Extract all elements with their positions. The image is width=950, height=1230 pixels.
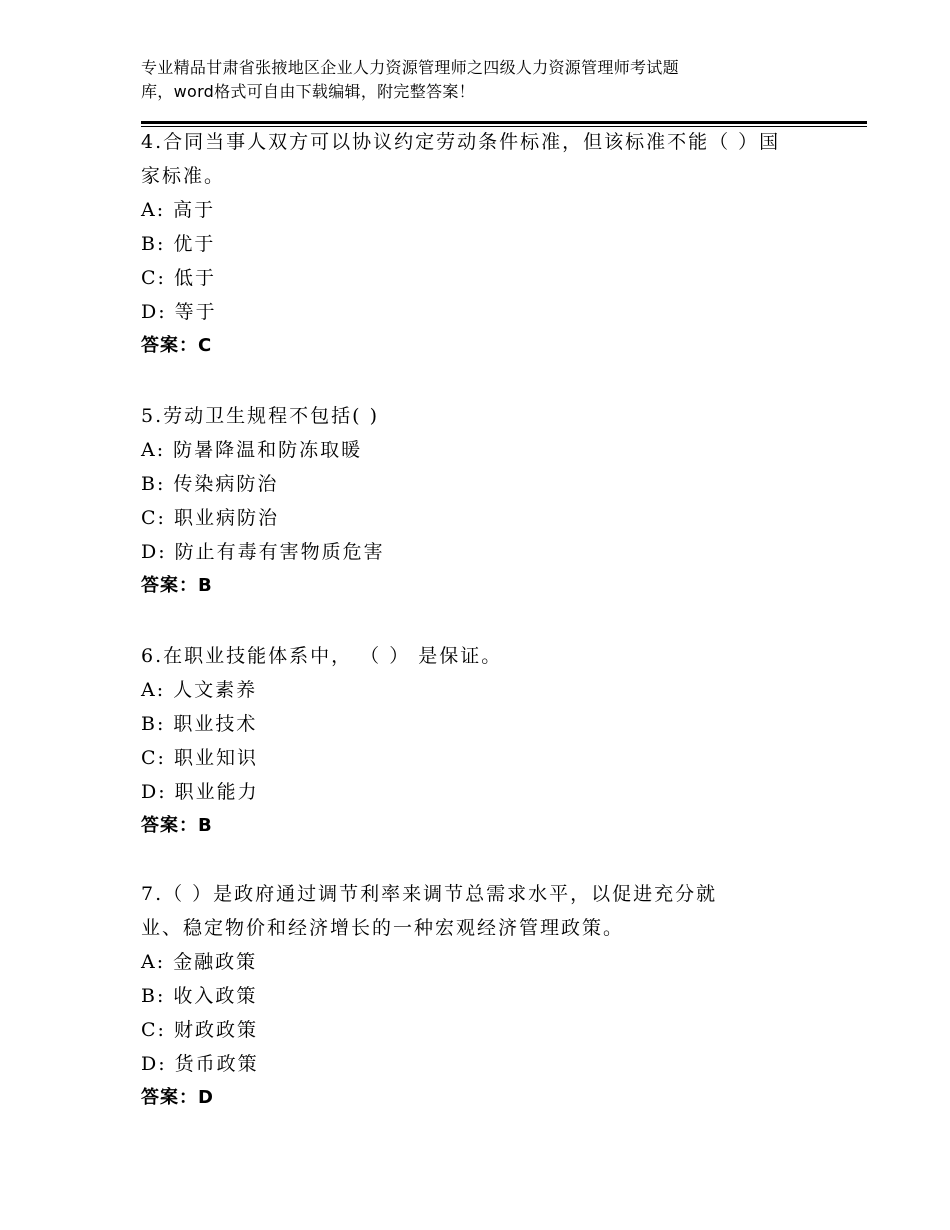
option-b: B: 传染病防治 xyxy=(141,473,279,495)
question-stem-line: 家标准。 xyxy=(141,165,226,187)
question-stem-line: 5.劳动卫生规程不包括( ) xyxy=(141,405,379,427)
option-b: B: 收入政策 xyxy=(141,985,258,1007)
question-stem-line: 4.合同当事人双方可以协议约定劳动条件标准，但该标准不能（ ）国 xyxy=(141,131,781,153)
answer-label: 答案：B xyxy=(141,575,213,596)
option-c: C: 低于 xyxy=(141,267,216,289)
option-c: C: 财政政策 xyxy=(141,1019,258,1041)
answer-label: 答案：B xyxy=(141,815,213,836)
header-divider-thick xyxy=(141,121,867,124)
answer-label: 答案：D xyxy=(141,1087,214,1108)
question-stem-line: 6.在职业技能体系中， （ ） 是保证。 xyxy=(141,645,503,667)
option-d: D: 货币政策 xyxy=(141,1053,259,1075)
question-4 xyxy=(141,125,821,363)
option-a: A: 防暑降温和防冻取暖 xyxy=(141,439,363,461)
answer-label: 答案：C xyxy=(141,335,213,356)
question-stem-line: 7.（ ）是政府通过调节利率来调节总需求水平，以促进充分就 xyxy=(141,883,718,905)
option-a: A: 高于 xyxy=(141,199,216,221)
question-6 xyxy=(141,639,821,843)
question-5 xyxy=(141,399,821,603)
question-stem-line: 业、稳定物价和经济增长的一种宏观经济管理政策。 xyxy=(141,917,625,939)
option-a: A: 金融政策 xyxy=(141,951,258,973)
option-c: C: 职业病防治 xyxy=(141,507,279,529)
option-d: D: 职业能力 xyxy=(141,781,259,803)
option-b: B: 优于 xyxy=(141,233,216,255)
option-d: D: 等于 xyxy=(141,301,217,323)
option-c: C: 职业知识 xyxy=(141,747,258,769)
header-title-line-1: 专业精品甘肃省张掖地区企业人力资源管理师之四级人力资源管理师考试题 xyxy=(141,58,679,77)
header-title-line-2: 库，word格式可自由下载编辑，附完整答案！ xyxy=(141,82,475,101)
option-d: D: 防止有毒有害物质危害 xyxy=(141,541,385,563)
option-a: A: 人文素养 xyxy=(141,679,258,701)
option-b: B: 职业技术 xyxy=(141,713,258,735)
question-7 xyxy=(141,877,821,1115)
document-header xyxy=(141,56,781,104)
